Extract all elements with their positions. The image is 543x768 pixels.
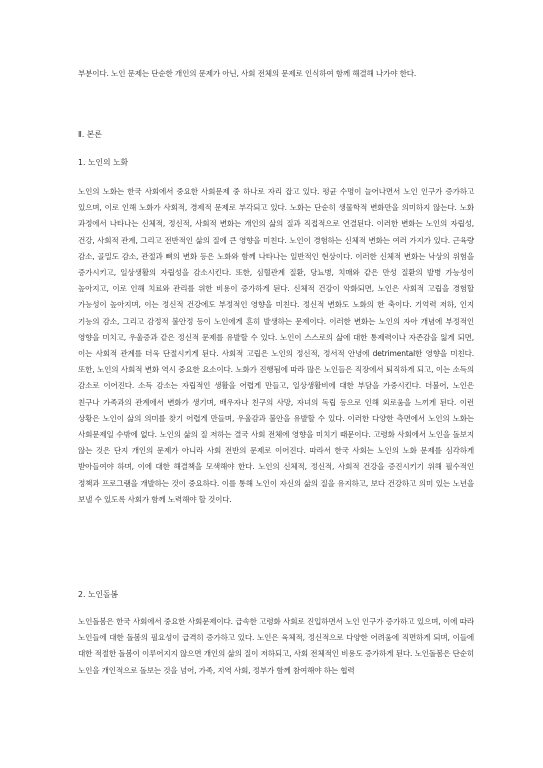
paragraph-aging: 노인의 노화는 한국 사회에서 중요한 사회문제 중 하나로 자리 잡고 있다. 평균 수명이 늘어나면서 노인 인구가 증가하고 있으며, 이로 인해 노화가 사회적, 경제적 문제로 부각되고 있다. 노화는 단순히 생물학적 변화만을 의미하지 않는다. 노화 과정에서 나타나는 신체적, 정신적, 사회적 변화는 개인의 삶의 질과 직접적으로 연결된다. 이러한 변화는 노인의 자립성, 건강, 사회적 관계, 그리고 전반적인 삶의 질에 큰 영향을 미친다. 노인이 경험하는 신체적 변화는 여러 가지가 있다. 근육량 감소, 골밀도 감소, 관절과 뼈의 변화 등은 노화와 함께 나타나는 일반적인 현상이다. 이러한 신체적 변화는 낙상의 위험을 증가시키고, 일상생활의 자립성을 감소시킨다. 또한, 심혈관계 질환, 당뇨병, 치매와 같은 만성 질환의 발병 가능성이 높아지고, 이로 인해 치료와 관리를 위한 비용이 증가하게 된다. 신체적 건강이 악화되면, 노인은 사회적 고립을 경험할 가능성이 높아지며, 이는 정신적 건강에도 부정적인 영향을 미친다. 정신적 변화도 노화의 한 축이다. 기억력 저하, 인지 기능의 감소, 그리고 감정적 불안정 등이 노인에게 흔히 발생하는 문제이다. 이러한 변화는 노인의 자아 개념에 부정적인 영향을 미치고, 우울증과 같은 정신적 문제를 유발할 수 있다. 노인이 스스로의 삶에 대한 통제력이나 자존감을 잃게 되면, 이는 사회적 관계를 더욱 단절시키게 된다. 사회적 고립은 노인의 정신적, 정서적 안녕에 detrimental한 영향을 미친다. 또한, 노인의 사회적 변화 역시 중요한 요소이다. 노화가 진행됨에 따라 많은 노인들은 직장에서 퇴직하게 되고, 이는 소득의 감소로 이어진다. 소득 감소는 자립적인 생활을 어렵게 만들고, 일상생활비에 대한 부담을 가중시킨다. 더불어, 노인은 친구나 가족과의 관계에서 변화가 생기며, 배우자나 친구의 사망, 자녀의 독립 등으로 인해 외로움을 느끼게 된다. 이런 상황은 노인이 삶의 의미를 찾기 어렵게 만들며, 우울감과 불안을 유발할 수 있다. 이러한 다양한 측면에서 노인의 노화는 사회문제일 수밖에 없다. 노인의 삶의 질 저하는 결국 사회 전체에 영향을 미치기 때문이다. 고령화 사회에서 노인을 돌보지 않는 것은 단지 개인의 문제가 아니라 사회 전반의 문제로 이어진다. 따라서 한국 사회는 노인의 노화 문제를 심각하게 받아들여야 하며, 이에 대한 해결책을 모색해야 한다. 노인의 신체적, 정신적, 사회적 건강을 증진시키기 위해 필수적인 정책과 프로그램을 개발하는 것이 중요하다. 이를 통해 노인이 자신의 삶의 질을 유지하고, 보다 건강하고 의미 있는 노년을 보낼 수 있도록 사회가 함께 노력해야 할 것이다. — [78, 187, 474, 504]
section-heading: Ⅱ. 본론 — [78, 130, 102, 139]
subsection-heading-aging: 1. 노인의 노화 — [78, 158, 129, 167]
intro-paragraph: 부분이다. 노인 문제는 단순한 개인의 문제가 아닌, 사회 전체의 문제로 인식하여 함께 해결해 나가야 한다. — [78, 69, 417, 78]
subsection-heading-elder-care: 2. 노인돌봄 — [78, 590, 119, 599]
paragraph-elder-care: 노인돌봄은 한국 사회에서 중요한 사회문제이다. 급속한 고령화 사회로 진입하면서 노인 인구가 증가하고 있으며, 이에 따라 노인들에 대한 돌봄의 필요성이 급격히 증가하고 있다. 노인은 육체적, 정신적으로 다양한 어려움에 직면하게 되며, 이들에 대한 적절한 돌봄이 이루어지지 않으면 개인의 삶의 질이 저하되고, 사회 전체적인 비용도 증가하게 된다. 노인돌봄은 단순히 노인을 개인적으로 돌보는 것을 넘어, 가족, 지역 사회, 정부가 함께 참여해야 하는 협력 — [78, 617, 474, 675]
